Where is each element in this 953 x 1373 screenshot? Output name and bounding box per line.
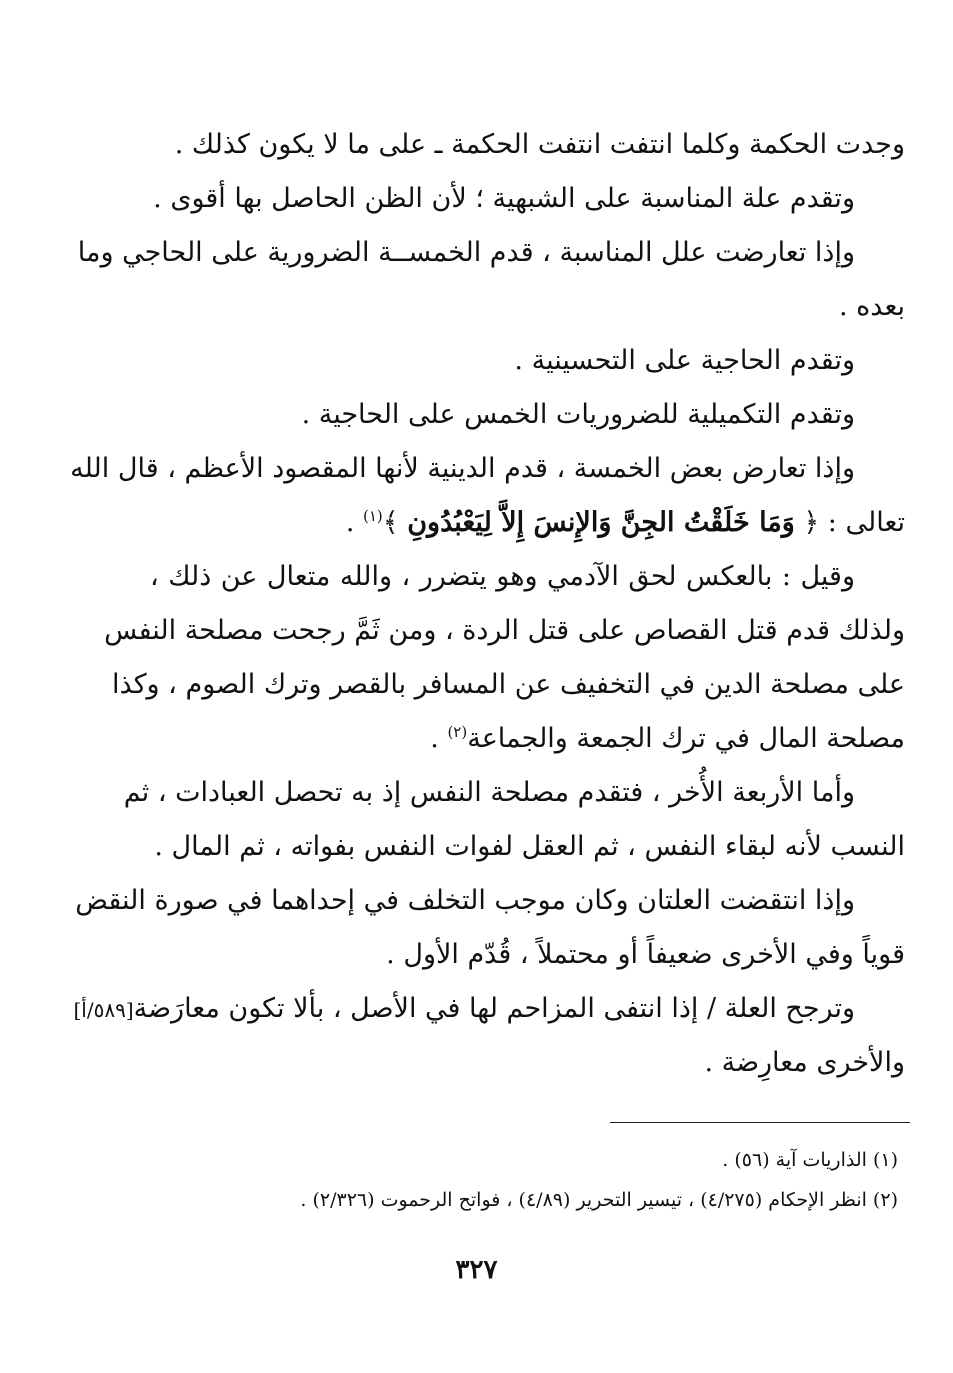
text-line-18: والأخرى معارِضة . (704, 1047, 905, 1078)
footnote-separator (610, 1122, 910, 1123)
text-line-17 (73, 982, 905, 1036)
text-line-12 (150, 712, 905, 766)
text-line-5: وتقدم الحاجية على التحسينية . (514, 345, 855, 376)
text-line-3: وإذا تعارضت علل المناسبة ، قدم الخمســة الضرورية على الحاجي وما (77, 237, 855, 268)
footnote-2: (٢) انظر الإحكام (٤/٢٧٥) ، تيسير التحرير (٤/٨٩) ، فواتح الرحموت (٢/٣٢٦) . (300, 1189, 898, 1211)
text-line-1: وجدت الحكمة وكلما انتفت انتفت الحكمة ـ على ما لا يكون كذلك . (174, 129, 905, 160)
verse-suffix: . (345, 507, 363, 538)
quran-verse: وَمَا خَلَقْتُ الجِنَّ وَالإِنسَ إِلاَّ لِيَعْبُدُونِ (407, 507, 795, 538)
footnotes (150, 1140, 898, 1220)
verse-prefix: تعالى : ﴿ (803, 507, 905, 538)
text-line-15: وإذا انتقضت العلتان وكان موجب التخلف في إحداهما في صورة النقض (75, 885, 855, 916)
tarjih-text: وترجح العلة / إذا انتفى المزاحم لها في الأصل ، بألا تكون معارَضة (133, 993, 855, 1024)
text-line-14: النسب لأنه لبقاء النفس ، ثم العقل لفوات النفس بفواته ، ثم المال . (154, 831, 905, 862)
footnote-1: (١) الذاريات آية (٥٦) . (722, 1149, 898, 1171)
jamaa-text: مصلحة المال في ترك الجمعة والجماعة (467, 723, 905, 754)
text-line-16: قوياً وفي الأخرى ضعيفاً أو محتملاً ، قُدّم الأول . (386, 939, 905, 970)
text-line-13: وأما الأربعة الأُخر ، فتقدم مصلحة النفس إذ به تحصل العبادات ، ثم (123, 777, 855, 808)
text-line-6: وتقدم التكميلية للضروريات الخمس على الحاجية . (301, 399, 855, 430)
page-number: ٣٢٧ (455, 1255, 498, 1285)
text-line-4: بعده . (838, 291, 905, 322)
main-text (70, 118, 905, 1090)
footnote-ref-2: (٢) (447, 723, 468, 741)
text-line-2: وتقدم علة المناسبة على الشبهية ؛ لأن الظن الحاصل بها أقوى . (153, 183, 855, 214)
text-line-7: وإذا تعارض بعض الخمسة ، قدم الدينية لأنها المقصود الأعظم ، قال الله (70, 453, 855, 484)
jamaa-suffix: . (430, 723, 448, 754)
verse-line (150, 496, 905, 550)
text-line-9: وقيل : بالعكس لحق الآدمي وهو يتضرر ، والله متعال عن ذلك ، (150, 561, 855, 592)
verse-close: ﴾ (382, 507, 399, 538)
footnote-ref-1: (١) (363, 507, 383, 525)
text-line-10: ولذلك قدم قتل القصاص على قتل الردة ، ومن ثَمَّ رجحت مصلحة النفس (104, 615, 905, 646)
manuscript-folio-note: [٥٨٩/أ] (73, 998, 134, 1022)
text-line-11: على مصلحة الدين في التخفيف عن المسافر بالقصر وترك الصوم ، وكذا (112, 669, 905, 700)
